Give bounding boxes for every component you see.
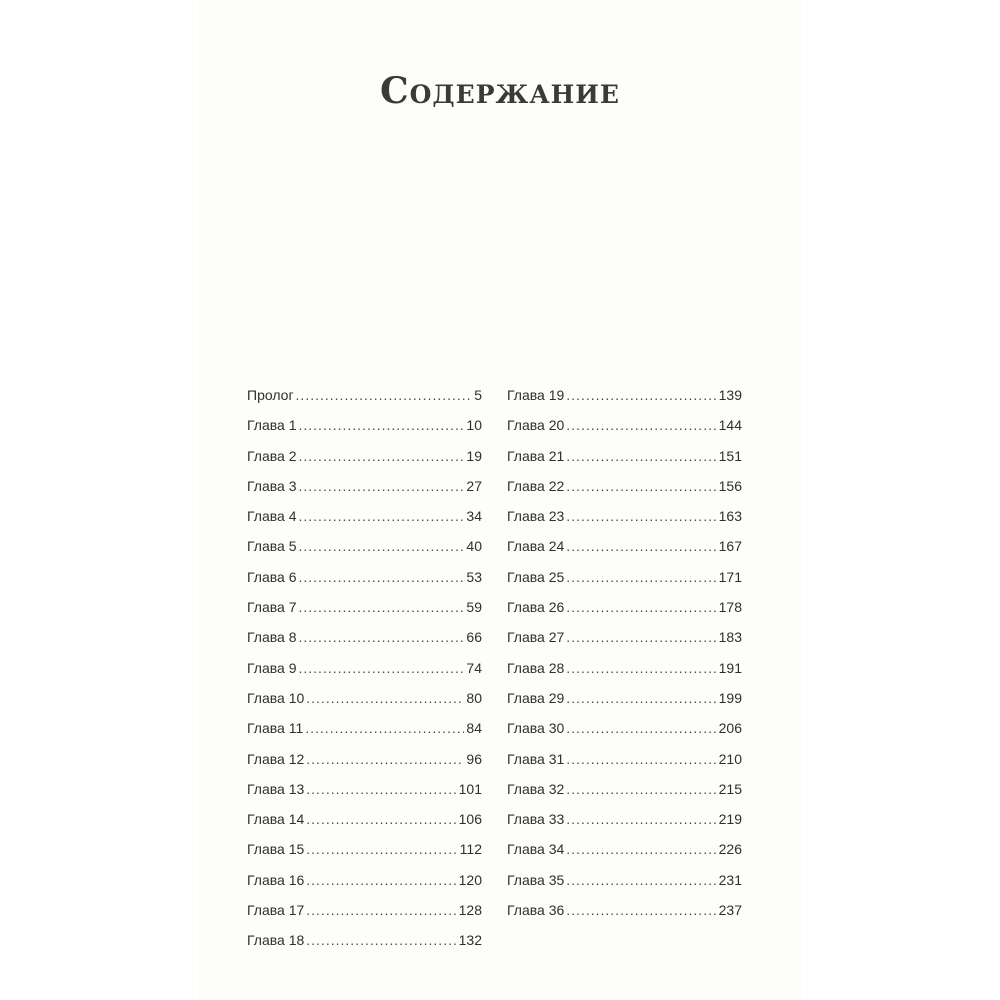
toc-entry-label: Глава 22 [507, 477, 565, 494]
toc-entry-page-number: 167 [718, 538, 742, 555]
toc-entry-label: Глава 27 [507, 629, 565, 646]
toc-column-right [507, 380, 742, 925]
toc-entry [507, 895, 742, 925]
toc-entry-label: Глава 15 [247, 841, 305, 858]
toc-entry-page-number: 215 [718, 780, 742, 797]
toc-entry [247, 713, 482, 743]
toc-entry [507, 834, 742, 864]
toc-entry [507, 441, 742, 471]
toc-dot-leader [296, 380, 473, 410]
toc-entry-label: Глава 4 [247, 508, 297, 525]
toc-entry [507, 622, 742, 652]
toc-entry-page-number: 34 [466, 508, 482, 525]
toc-dot-leader [306, 895, 456, 925]
toc-entry [247, 774, 482, 804]
toc-dot-leader [306, 744, 464, 774]
toc-dot-leader [566, 865, 716, 895]
toc-entry [247, 471, 482, 501]
toc-entry [247, 834, 482, 864]
toc-entry-label: Глава 36 [507, 902, 565, 919]
toc-dot-leader [566, 622, 716, 652]
toc-dot-leader [566, 531, 716, 561]
toc-entry-page-number: 183 [718, 629, 742, 646]
toc-entry [247, 925, 482, 955]
toc-entry [507, 713, 742, 743]
toc-entry-page-number: 139 [718, 387, 742, 403]
toc-entry-page-number: 96 [466, 750, 482, 767]
toc-dot-leader [306, 683, 464, 713]
toc-entry-label: Глава 35 [507, 871, 565, 888]
toc-entry-page-number: 237 [718, 902, 742, 919]
toc-dot-leader [299, 592, 465, 622]
toc-entry-label: Глава 7 [247, 599, 297, 616]
toc-entry-page-number: 40 [466, 538, 482, 555]
toc-entry-page-number: 144 [718, 417, 742, 434]
toc-dot-leader [299, 562, 465, 592]
toc-dot-leader [306, 804, 456, 834]
toc-entry-label: Глава 18 [247, 932, 305, 949]
toc-entry-label: Глава 31 [507, 750, 565, 767]
toc-entry-label: Глава 30 [507, 720, 565, 737]
toc-entry-page-number: 112 [459, 841, 482, 858]
toc-entry-page-number: 210 [718, 750, 742, 767]
toc-entry-page-number: 128 [458, 902, 482, 919]
toc-dot-leader [566, 744, 716, 774]
toc-entry [507, 410, 742, 440]
toc-entry [247, 865, 482, 895]
toc-entry-page-number: 191 [718, 659, 742, 676]
toc-dot-leader [566, 653, 716, 683]
toc-entry-page-number: 10 [466, 417, 482, 434]
toc-dot-leader [566, 410, 716, 440]
toc-entry [247, 501, 482, 531]
toc-entry [507, 531, 742, 561]
toc-entry-label: Глава 25 [507, 568, 565, 585]
toc-entry-label: Глава 28 [507, 659, 565, 676]
toc-entry [247, 895, 482, 925]
toc-entry-label: Глава 29 [507, 689, 565, 706]
toc-entry-label: Глава 9 [247, 659, 297, 676]
toc-entry-page-number: 231 [718, 871, 742, 888]
toc-entry [247, 592, 482, 622]
toc-entry-label: Глава 16 [247, 871, 305, 888]
toc-dot-leader [566, 441, 716, 471]
toc-entry [247, 683, 482, 713]
toc-entry-page-number: 199 [718, 689, 742, 706]
toc-entry [507, 501, 742, 531]
toc-entry [247, 410, 482, 440]
toc-dot-leader [566, 683, 716, 713]
toc-entry-label: Глава 12 [247, 750, 305, 767]
toc-dot-leader [566, 501, 716, 531]
toc-entry-page-number: 106 [458, 811, 482, 828]
toc-entry-label: Глава 13 [247, 780, 305, 797]
toc-entry-page-number: 19 [466, 447, 482, 464]
toc-entry-page-number: 27 [466, 477, 482, 494]
toc-entry [507, 774, 742, 804]
toc-entry-label: Глава 10 [247, 689, 305, 706]
toc-entry-label: Глава 34 [507, 841, 565, 858]
toc-entry-label: Глава 21 [507, 447, 565, 464]
toc-entry [507, 865, 742, 895]
toc-entry-label: Глава 5 [247, 538, 297, 555]
toc-entry [247, 441, 482, 471]
toc-entry-label: Глава 14 [247, 811, 305, 828]
toc-entry-label: Глава 2 [247, 447, 297, 464]
toc-dot-leader [566, 380, 716, 410]
toc-entry [247, 562, 482, 592]
toc-entry-page-number: 120 [458, 871, 482, 888]
toc-entry-page-number: 151 [718, 447, 742, 464]
toc-entry-page-number: 178 [718, 599, 742, 616]
toc-entry-label: Глава 1 [247, 417, 297, 434]
toc-entry-label: Глава 24 [507, 538, 565, 555]
toc-entry-label: Глава 6 [247, 568, 297, 585]
toc-dot-leader [566, 895, 716, 925]
toc-dot-leader [566, 471, 716, 501]
toc-entry [247, 531, 482, 561]
toc-entry [507, 592, 742, 622]
toc-entry-label: Глава 20 [507, 417, 565, 434]
toc-entry [507, 744, 742, 774]
toc-entry-page-number: 132 [458, 932, 482, 949]
toc-dot-leader [299, 653, 465, 683]
toc-dot-leader [566, 804, 716, 834]
toc-dot-leader [306, 865, 456, 895]
toc-entry-label: Глава 17 [247, 902, 305, 919]
toc-entry [507, 653, 742, 683]
toc-dot-leader [566, 562, 716, 592]
toc-entry [247, 653, 482, 683]
toc-entry-page-number: 59 [466, 599, 482, 616]
toc-dot-leader [306, 925, 456, 955]
toc-dot-leader [566, 713, 716, 743]
toc-entry [507, 683, 742, 713]
toc-entry-label: Глава 26 [507, 599, 565, 616]
toc-entry-page-number: 53 [466, 568, 482, 585]
toc-dot-leader [305, 713, 464, 743]
toc-entry-page-number: 206 [718, 720, 742, 737]
toc-entry-page-number: 5 [474, 387, 482, 403]
toc-entry-page-number: 66 [466, 629, 482, 646]
toc-entry [247, 744, 482, 774]
toc-dot-leader [566, 774, 716, 804]
toc-entry-label: Глава 23 [507, 508, 565, 525]
toc-entry [247, 804, 482, 834]
toc-column-left [247, 380, 482, 956]
toc-dot-leader [306, 774, 456, 804]
toc-dot-leader [299, 471, 465, 501]
toc-dot-leader [566, 834, 716, 864]
toc-entry-label: Глава 3 [247, 477, 297, 494]
toc-entry-page-number: 80 [466, 689, 482, 706]
toc-entry [507, 804, 742, 834]
toc-entry-page-number: 219 [718, 811, 742, 828]
toc-entry-page-number: 226 [718, 841, 742, 858]
toc-dot-leader [299, 441, 465, 471]
toc-entry [507, 380, 742, 410]
toc-entry-page-number: 163 [718, 508, 742, 525]
toc-entry-page-number: 74 [466, 659, 482, 676]
toc-dot-leader [299, 622, 465, 652]
toc-entry-label: Глава 11 [247, 720, 304, 737]
toc-entry [247, 380, 482, 410]
toc-entry [507, 562, 742, 592]
toc-entry-label: Глава 19 [507, 387, 565, 403]
toc-dot-leader [299, 501, 465, 531]
toc-entry-page-number: 156 [718, 477, 742, 494]
toc-entry-label: Глава 8 [247, 629, 297, 646]
toc-entry-page-number: 84 [466, 720, 482, 737]
toc-entry-label: Глава 33 [507, 811, 565, 828]
toc-dot-leader [306, 834, 457, 864]
toc-entry [247, 622, 482, 652]
toc-entry-label: Пролог [247, 387, 294, 403]
toc-dot-leader [299, 531, 465, 561]
toc-entry-page-number: 101 [458, 780, 482, 797]
toc-dot-leader [566, 592, 716, 622]
page-title: Содержание [380, 70, 620, 112]
toc-entry-label: Глава 32 [507, 780, 565, 797]
toc-entry [507, 471, 742, 501]
toc-dot-leader [299, 410, 465, 440]
toc-entry-page-number: 171 [718, 568, 742, 585]
